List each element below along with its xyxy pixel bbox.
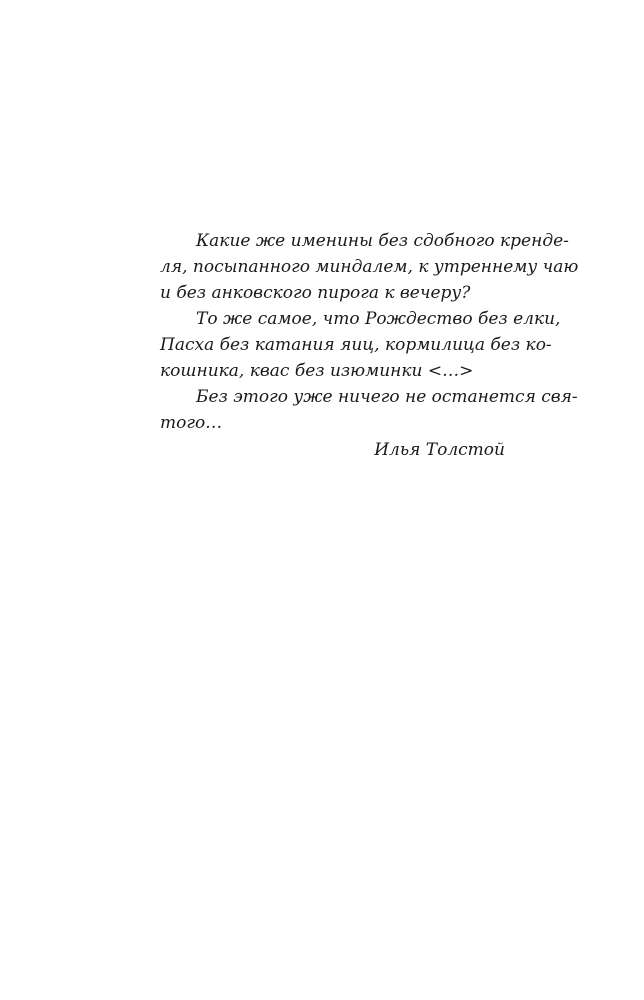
epigraph-line: Пасха без катания яиц, кормилица без ко- (160, 335, 552, 355)
epigraph-line: ля, посыпанного миндалем, к утреннему чаю (160, 257, 579, 277)
epigraph (160, 228, 579, 436)
epigraph-line: Без этого уже ничего не останется свя- (196, 387, 578, 407)
epigraph-line: и без анковского пирога к вечеру? (160, 283, 471, 303)
epigraph-line: То же самое, что Рождество без елки, (196, 309, 561, 329)
epigraph-author: Илья Толстой (374, 440, 505, 460)
epigraph-line: кошника, квас без изюминки <…> (160, 361, 474, 381)
epigraph-line: того… (160, 413, 223, 433)
epigraph-line: Какие же именины без сдобного кренде- (196, 231, 569, 251)
